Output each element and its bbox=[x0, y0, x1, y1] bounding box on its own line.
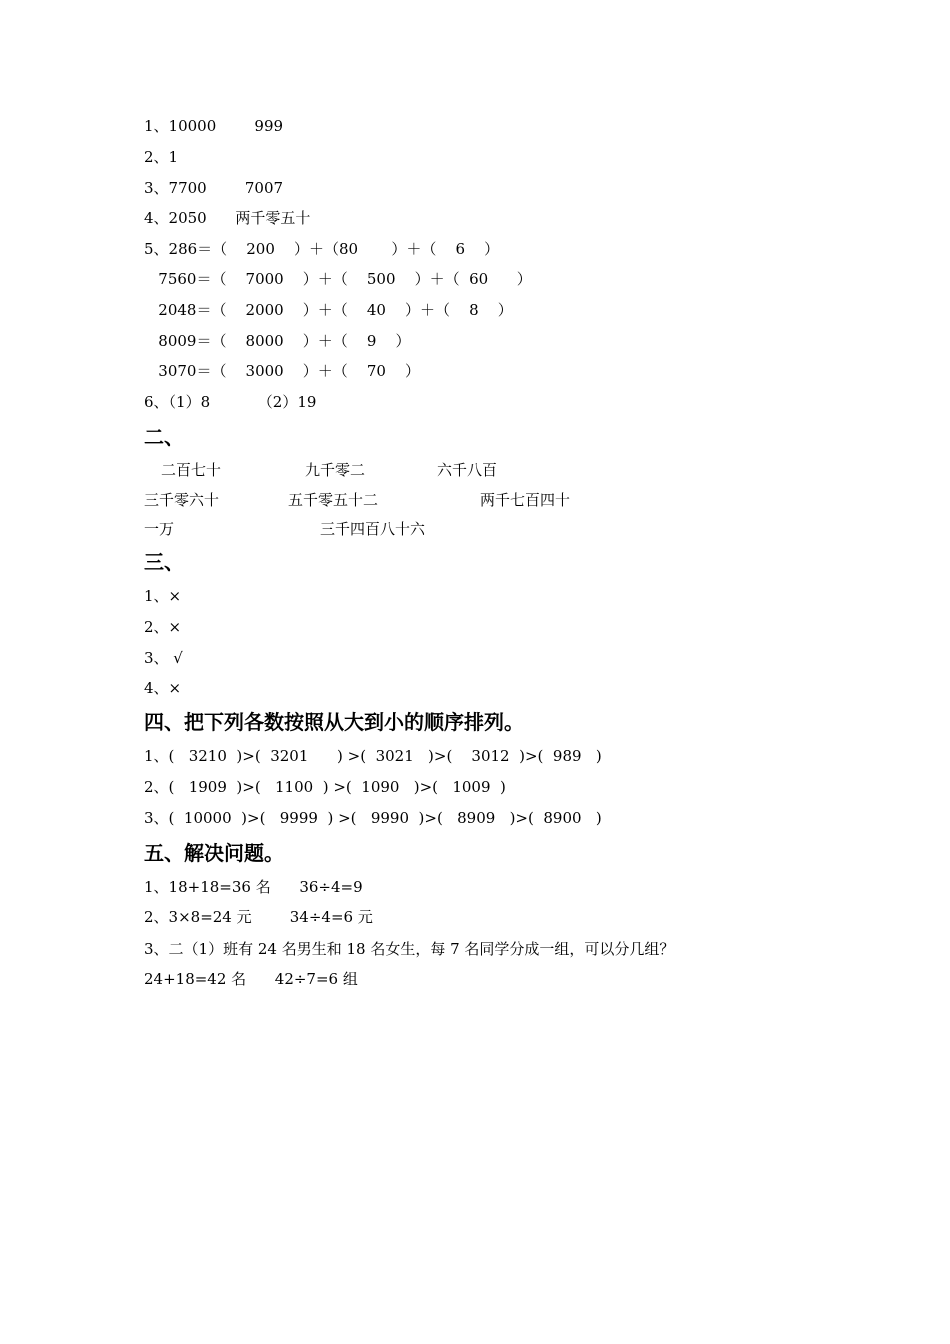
answer-1-4: 4、2050 两千零五十 bbox=[144, 209, 311, 227]
answer-1-2: 2、1 bbox=[144, 148, 179, 166]
answer-4-2: 2、( 1909 )>( 1100 ) >( 1090 )>( 1009 ) bbox=[144, 778, 506, 796]
section-3-heading: 三、 bbox=[144, 550, 184, 574]
answer-5-2: 2、3×8=24 元 34÷4=6 元 bbox=[144, 908, 373, 926]
section-4-heading: 四、把下列各数按照从大到小的顺序排列。 bbox=[144, 710, 524, 734]
section-2-heading: 二、 bbox=[144, 425, 184, 449]
answer-1-5: 5、286＝（ 200 ）＋（80 ）＋（ 6 ） bbox=[144, 240, 500, 258]
answer-2-r3c1: 一万 bbox=[144, 520, 175, 538]
answer-3-2: 2、× bbox=[144, 618, 182, 636]
answer-2-r3c2: 三千四百八十六 bbox=[320, 520, 426, 538]
answer-1-5b: 7560＝（ 7000 ）＋（ 500 ）＋（ 60 ） bbox=[144, 270, 532, 288]
answer-3-4: 4、× bbox=[144, 679, 182, 697]
answer-2-r2c1: 三千零六十 bbox=[144, 491, 220, 509]
answer-4-3: 3、( 10000 )>( 9999 ) >( 9990 )>( 8909 )>( 8900 ) bbox=[144, 809, 602, 827]
answer-1-5c: 2048＝（ 2000 ）＋（ 40 ）＋（ 8 ） bbox=[144, 301, 513, 319]
answer-4-1: 1、( 3210 )>( 3201 ) >( 3021 )>( 3012 )>( 989 ) bbox=[144, 747, 602, 765]
answer-5-3: 24+18=42 名 42÷7=6 组 bbox=[144, 970, 358, 988]
answer-3-1: 1、× bbox=[144, 587, 182, 605]
answer-1-5e: 3070＝（ 3000 ）＋（ 70 ） bbox=[144, 362, 421, 380]
question-5-3: 3、二（1）班有 24 名男生和 18 名女生，每 7 名同学分成一组，可以分几组？ bbox=[144, 940, 675, 958]
answer-2-r1c3: 六千八百 bbox=[437, 461, 498, 479]
answer-3-3: 3、 √ bbox=[144, 649, 183, 667]
answer-1-6: 6、（1）8 （2）19 bbox=[144, 393, 317, 411]
answer-1-3: 3、7700 7007 bbox=[144, 179, 284, 197]
answer-5-1: 1、18+18=36 名 36÷4=9 bbox=[144, 878, 363, 896]
answer-2-r1c2: 九千零二 bbox=[305, 461, 366, 479]
answer-2-r2c3: 两千七百四十 bbox=[480, 491, 571, 509]
answer-1-5d: 8009＝（ 8000 ）＋（ 9 ） bbox=[144, 332, 411, 350]
section-5-heading: 五、解决问题。 bbox=[144, 841, 284, 865]
answer-2-r2c2: 五千零五十二 bbox=[288, 491, 379, 509]
answer-1-1: 1、10000 999 bbox=[144, 117, 284, 135]
answer-2-r1c1: 二百七十 bbox=[161, 461, 222, 479]
